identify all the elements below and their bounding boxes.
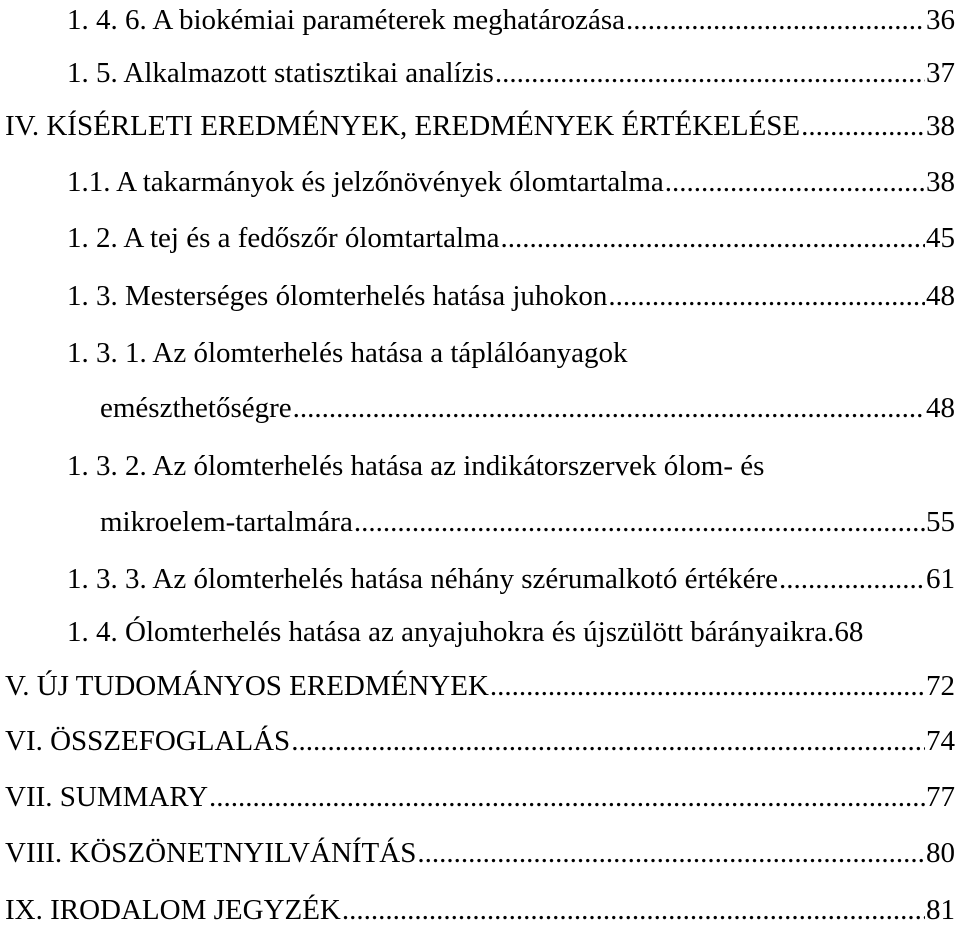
toc-entry-page-number: 38 [926, 166, 955, 198]
toc-entry-title: 1. 2. A tej és a fedőszőr ólomtartalma [67, 222, 500, 254]
toc-entry-page-number: 77 [926, 781, 955, 813]
dot-leader [354, 502, 925, 542]
toc-entry[interactable] [67, 612, 955, 652]
toc-entry-title: IX. IRODALOM JEGYZÉK [5, 894, 341, 926]
dot-leader [801, 106, 925, 146]
toc-entry-title: 1.1. A takarmányok és jelzőnövények ólomtartalma [67, 166, 664, 198]
toc-entry-page-number: 48 [926, 280, 955, 312]
toc-entry[interactable] [67, 0, 955, 40]
toc-entry-page-number: 36 [926, 4, 955, 36]
toc-entry-title: VI. ÖSSZEFOGLALÁS [5, 725, 291, 757]
dot-leader: . [827, 616, 835, 648]
toc-entry[interactable] [5, 721, 955, 761]
dot-leader [665, 162, 925, 202]
toc-entry-title: VIII. KÖSZÖNETNYILVÁNÍTÁS [5, 837, 417, 869]
toc-entry-title: emészthetőségre [100, 392, 292, 424]
toc-entry-heading-line: 1. 3. 2. Az ólomterhelés hatása az indikátorszervek ólom- és [67, 450, 765, 482]
toc-entry-title: 1. 5. Alkalmazott statisztikai analízis [67, 57, 494, 89]
dot-leader [293, 388, 925, 428]
dot-leader [291, 721, 925, 761]
toc-entry-page-number: 37 [926, 57, 955, 89]
toc-entry-page-number: 80 [926, 837, 955, 869]
toc-entry-title: 1. 3. 3. Az ólomterhelés hatása néhány szérumalkotó értékére [67, 563, 779, 595]
dot-leader [626, 0, 925, 40]
toc-entry-page-number: 55 [926, 506, 955, 538]
dot-leader [342, 890, 925, 930]
toc-entry[interactable] [67, 276, 955, 316]
dot-leader [500, 218, 925, 258]
toc-entry[interactable] [5, 106, 955, 146]
toc-entry[interactable] [100, 388, 955, 428]
toc-entry-page-number: 72 [926, 670, 955, 702]
toc-entry-title: V. ÚJ TUDOMÁNYOS EREDMÉNYEK [5, 670, 489, 702]
toc-entry[interactable] [5, 890, 955, 930]
dot-leader [209, 777, 925, 817]
toc-entry-page-number: 48 [926, 392, 955, 424]
toc-entry-title: 1. 3. Mesterséges ólomterhelés hatása juhokon [67, 280, 608, 312]
toc-entry-page-number: 38 [926, 110, 955, 142]
toc-entry-heading-line: 1. 3. 1. Az ólomterhelés hatása a táplálóanyagok [67, 337, 628, 369]
toc-entry-page-number: 68 [834, 616, 864, 648]
toc-entry[interactable] [5, 777, 955, 817]
toc-entry-title: 1. 4. 6. A biokémiai paraméterek meghatározása [67, 4, 626, 36]
dot-leader [490, 666, 925, 706]
toc-entry-page-number: 45 [926, 222, 955, 254]
toc-entry-title: IV. KÍSÉRLETI EREDMÉNYEK, EREDMÉNYEK ÉRTÉKELÉSE [5, 110, 801, 142]
toc-entry[interactable] [5, 666, 955, 706]
toc-entry[interactable] [5, 833, 955, 873]
toc-entry[interactable] [67, 218, 955, 258]
toc-entry[interactable] [67, 162, 955, 202]
dot-leader [608, 276, 925, 316]
dot-leader [417, 833, 925, 873]
toc-entry[interactable] [67, 559, 955, 599]
toc-entry-page-number: 61 [926, 563, 955, 595]
dot-leader [495, 53, 925, 93]
toc-entry[interactable] [67, 53, 955, 93]
toc-entry-page-number: 74 [926, 725, 955, 757]
toc-entry-page-number: 81 [926, 894, 955, 926]
toc-entry-title: 1. 4. Ólomterhelés hatása az anyajuhokra és újszülött bárányaikra [67, 616, 828, 648]
toc-entry[interactable] [100, 502, 955, 542]
dot-leader [779, 559, 925, 599]
toc-entry-title: VII. SUMMARY [5, 781, 209, 813]
toc-entry-title: mikroelem-tartalmára [100, 506, 353, 538]
